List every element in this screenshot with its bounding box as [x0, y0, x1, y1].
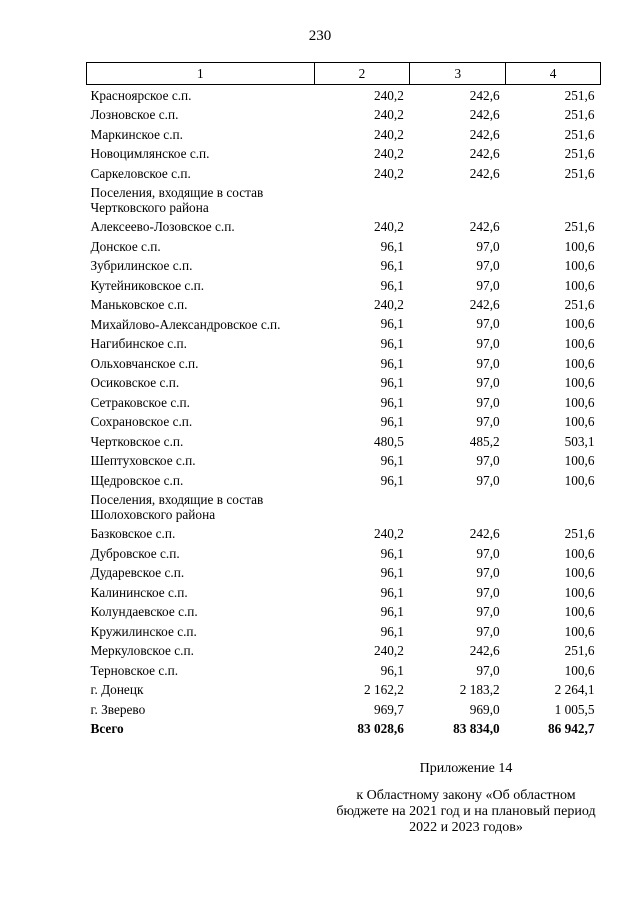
value-2023: 100,6	[564, 453, 595, 468]
value-2022: 97,0	[476, 453, 500, 468]
value-2022: 97,0	[476, 472, 500, 488]
value-2023: 2 264,1	[554, 682, 595, 697]
value-2021: 240,2	[373, 297, 404, 312]
settlement-name: Ольховчанское с.п.	[90, 355, 199, 371]
value-2022: 97,0	[476, 258, 500, 273]
settlement-name: Донское с.п.	[90, 238, 161, 254]
section-header-row	[87, 490, 601, 524]
value-2022: 2 183,2	[459, 682, 500, 697]
settlement-name: Калининское с.п.	[90, 584, 188, 600]
value-2021: 240,2	[373, 526, 404, 541]
value-2021: 240,2	[373, 107, 404, 122]
value-2021: 240,2	[373, 87, 404, 103]
table-row	[87, 85, 601, 105]
table-row	[87, 124, 601, 144]
value-2022	[410, 183, 506, 217]
value-2023: 251,6	[564, 643, 595, 658]
settlement-name: Кружилинское с.п.	[90, 623, 197, 639]
total-row	[87, 719, 601, 739]
table-row	[87, 392, 601, 412]
value-2023: 100,6	[564, 545, 595, 561]
value-2023: 100,6	[564, 355, 595, 371]
value-2023: 251,6	[564, 87, 595, 103]
settlement-name: Алексеево-Лозовское с.п.	[90, 219, 235, 234]
table-header-row	[87, 63, 601, 85]
value-2022: 97,0	[476, 316, 500, 331]
value-2021: 96,1	[380, 375, 404, 390]
value-2022: 242,6	[469, 87, 500, 103]
settlement-name: Красноярское с.п.	[90, 87, 192, 103]
value-2023: 100,6	[564, 258, 595, 273]
settlement-name: Шептуховское с.п.	[90, 453, 196, 468]
settlement-name: Саркеловское с.п.	[90, 165, 191, 181]
table-row	[87, 451, 601, 471]
settlement-name: Поселения, входящие в состав Шолоховского района	[90, 491, 264, 522]
settlement-name: Новоцимлянское с.п.	[90, 146, 210, 161]
column-header-4: 4	[506, 63, 601, 85]
value-2023: 251,6	[564, 165, 595, 181]
value-2023: 100,6	[564, 623, 595, 639]
value-2021: 96,1	[380, 604, 404, 619]
value-2022: 97,0	[476, 662, 500, 678]
value-2022: 969,0	[469, 701, 500, 717]
value-2023: 100,6	[564, 238, 595, 254]
column-header-1: 1	[87, 63, 315, 85]
value-2021: 96,1	[380, 453, 404, 468]
value-2021: 96,1	[380, 336, 404, 351]
table-row	[87, 660, 601, 680]
value-2021: 83 028,6	[357, 721, 404, 736]
value-2023: 100,6	[564, 394, 595, 410]
page-number: 230	[308, 28, 332, 44]
value-2022: 242,6	[469, 126, 500, 142]
value-2022: 97,0	[476, 565, 500, 580]
value-2023: 100,6	[564, 375, 595, 390]
settlement-name: г. Донецк	[90, 682, 144, 697]
value-2022: 83 834,0	[453, 721, 500, 736]
value-2022: 242,6	[469, 643, 500, 658]
value-2022: 485,2	[469, 433, 500, 449]
value-2023: 251,6	[564, 126, 595, 142]
settlement-name: Всего	[90, 721, 124, 736]
table-row	[87, 236, 601, 256]
value-2021: 96,1	[380, 258, 404, 273]
settlement-name: Дубровское с.п.	[90, 545, 180, 561]
value-2021: 969,7	[373, 701, 404, 717]
value-2022: 242,6	[469, 165, 500, 181]
table-row	[87, 373, 601, 393]
value-2023: 100,6	[564, 277, 595, 293]
value-2022: 97,0	[476, 584, 500, 600]
settlement-name: Чертковское с.п.	[90, 433, 184, 449]
table-row	[87, 217, 601, 237]
table-row	[87, 105, 601, 125]
value-2022: 97,0	[476, 414, 500, 429]
value-2023: 100,6	[564, 336, 595, 351]
value-2021: 240,2	[373, 146, 404, 161]
settlement-name: Зубрилинское с.п.	[90, 258, 193, 273]
column-header-3: 3	[410, 63, 506, 85]
value-2022: 97,0	[476, 394, 500, 410]
settlement-name: Кутейниковское с.п.	[90, 277, 205, 293]
value-2023: 100,6	[564, 584, 595, 600]
value-2021	[314, 490, 410, 524]
appendix-text: к Областному закону «Об областном бюджете на 2021 год и на плановый период 2022 и 2023 годов»	[336, 788, 596, 835]
value-2022: 242,6	[469, 219, 500, 234]
value-2022: 97,0	[476, 545, 500, 561]
value-2021: 96,1	[380, 277, 404, 293]
table-row	[87, 543, 601, 563]
value-2023: 251,6	[564, 526, 595, 541]
settlement-name: Терновское с.п.	[90, 662, 179, 678]
table-row	[87, 524, 601, 544]
value-2021: 96,1	[380, 238, 404, 254]
table-row	[87, 334, 601, 354]
value-2022: 242,6	[469, 297, 500, 312]
table-row	[87, 275, 601, 295]
value-2022: 97,0	[476, 604, 500, 619]
value-2021: 240,2	[373, 126, 404, 142]
value-2021: 96,1	[380, 472, 404, 488]
value-2023	[506, 183, 601, 217]
table-row	[87, 641, 601, 661]
value-2023	[506, 490, 601, 524]
table-row	[87, 563, 601, 583]
value-2023: 100,6	[564, 565, 595, 580]
value-2023: 86 942,7	[547, 721, 595, 736]
value-2021: 240,2	[373, 165, 404, 181]
settlement-name: Дударевское с.п.	[90, 565, 185, 580]
value-2022: 97,0	[476, 277, 500, 293]
table-row	[87, 353, 601, 373]
value-2022	[410, 490, 506, 524]
table-row	[87, 602, 601, 622]
section-header-row	[87, 183, 601, 217]
settlement-name: Щедровское с.п.	[90, 472, 184, 488]
budget-table	[86, 62, 601, 738]
value-2021: 96,1	[380, 662, 404, 678]
value-2023: 251,6	[564, 107, 595, 122]
table-row	[87, 144, 601, 164]
value-2023: 251,6	[564, 219, 595, 234]
settlement-name: Маркинское с.п.	[90, 126, 183, 142]
settlement-name: Колундаевское с.п.	[90, 604, 198, 619]
value-2023: 100,6	[564, 662, 595, 678]
value-2021: 96,1	[380, 414, 404, 429]
value-2021: 96,1	[380, 623, 404, 639]
value-2021: 2 162,2	[363, 682, 404, 697]
value-2023: 503,1	[564, 433, 595, 449]
table-row	[87, 621, 601, 641]
value-2022: 97,0	[476, 375, 500, 390]
settlement-name: Сетраковское с.п.	[90, 394, 190, 410]
column-header-2: 2	[314, 63, 410, 85]
value-2022: 97,0	[476, 623, 500, 639]
settlement-name: Сохрановское с.п.	[90, 414, 193, 429]
table-row	[87, 295, 601, 315]
table-body	[87, 85, 601, 739]
value-2022: 242,6	[469, 526, 500, 541]
table-row	[87, 314, 601, 334]
value-2023: 100,6	[564, 604, 595, 619]
table-row	[87, 680, 601, 700]
settlement-name: Маньковское с.п.	[90, 297, 188, 312]
value-2022: 97,0	[476, 238, 500, 254]
value-2021: 96,1	[380, 316, 404, 331]
value-2021: 96,1	[380, 565, 404, 580]
value-2022: 97,0	[476, 355, 500, 371]
value-2023: 251,6	[564, 146, 595, 161]
settlement-name: Базковское с.п.	[90, 526, 176, 541]
value-2023: 100,6	[564, 472, 595, 488]
value-2023: 251,6	[564, 297, 595, 312]
value-2022: 242,6	[469, 146, 500, 161]
value-2021: 96,1	[380, 355, 404, 371]
value-2022: 97,0	[476, 336, 500, 351]
value-2021: 240,2	[373, 219, 404, 234]
value-2021: 480,5	[373, 433, 404, 449]
value-2022: 242,6	[469, 107, 500, 122]
settlement-name: г. Зверево	[90, 701, 146, 717]
value-2021: 240,2	[373, 643, 404, 658]
appendix-title: Приложение 14	[419, 761, 513, 776]
value-2021: 96,1	[380, 394, 404, 410]
value-2021: 96,1	[380, 584, 404, 600]
value-2023: 1 005,5	[554, 701, 595, 717]
settlement-name: Поселения, входящие в состав Чертковского района	[90, 184, 264, 215]
value-2023: 100,6	[564, 316, 595, 331]
table-row	[87, 582, 601, 602]
settlement-name: Меркуловское с.п.	[90, 643, 194, 658]
settlement-name: Осиковское с.п.	[90, 375, 180, 390]
settlement-name: Лозновское с.п.	[90, 107, 179, 122]
settlement-name: Михайлово-Александровское с.п.	[90, 316, 281, 332]
settlement-name: Нагибинское с.п.	[90, 336, 187, 351]
table-row	[87, 699, 601, 719]
table-row	[87, 412, 601, 432]
value-2023: 100,6	[564, 414, 595, 429]
table-row	[87, 470, 601, 490]
table-row	[87, 256, 601, 276]
table-row	[87, 431, 601, 451]
table-row	[87, 163, 601, 183]
value-2021: 96,1	[380, 545, 404, 561]
value-2021	[314, 183, 410, 217]
